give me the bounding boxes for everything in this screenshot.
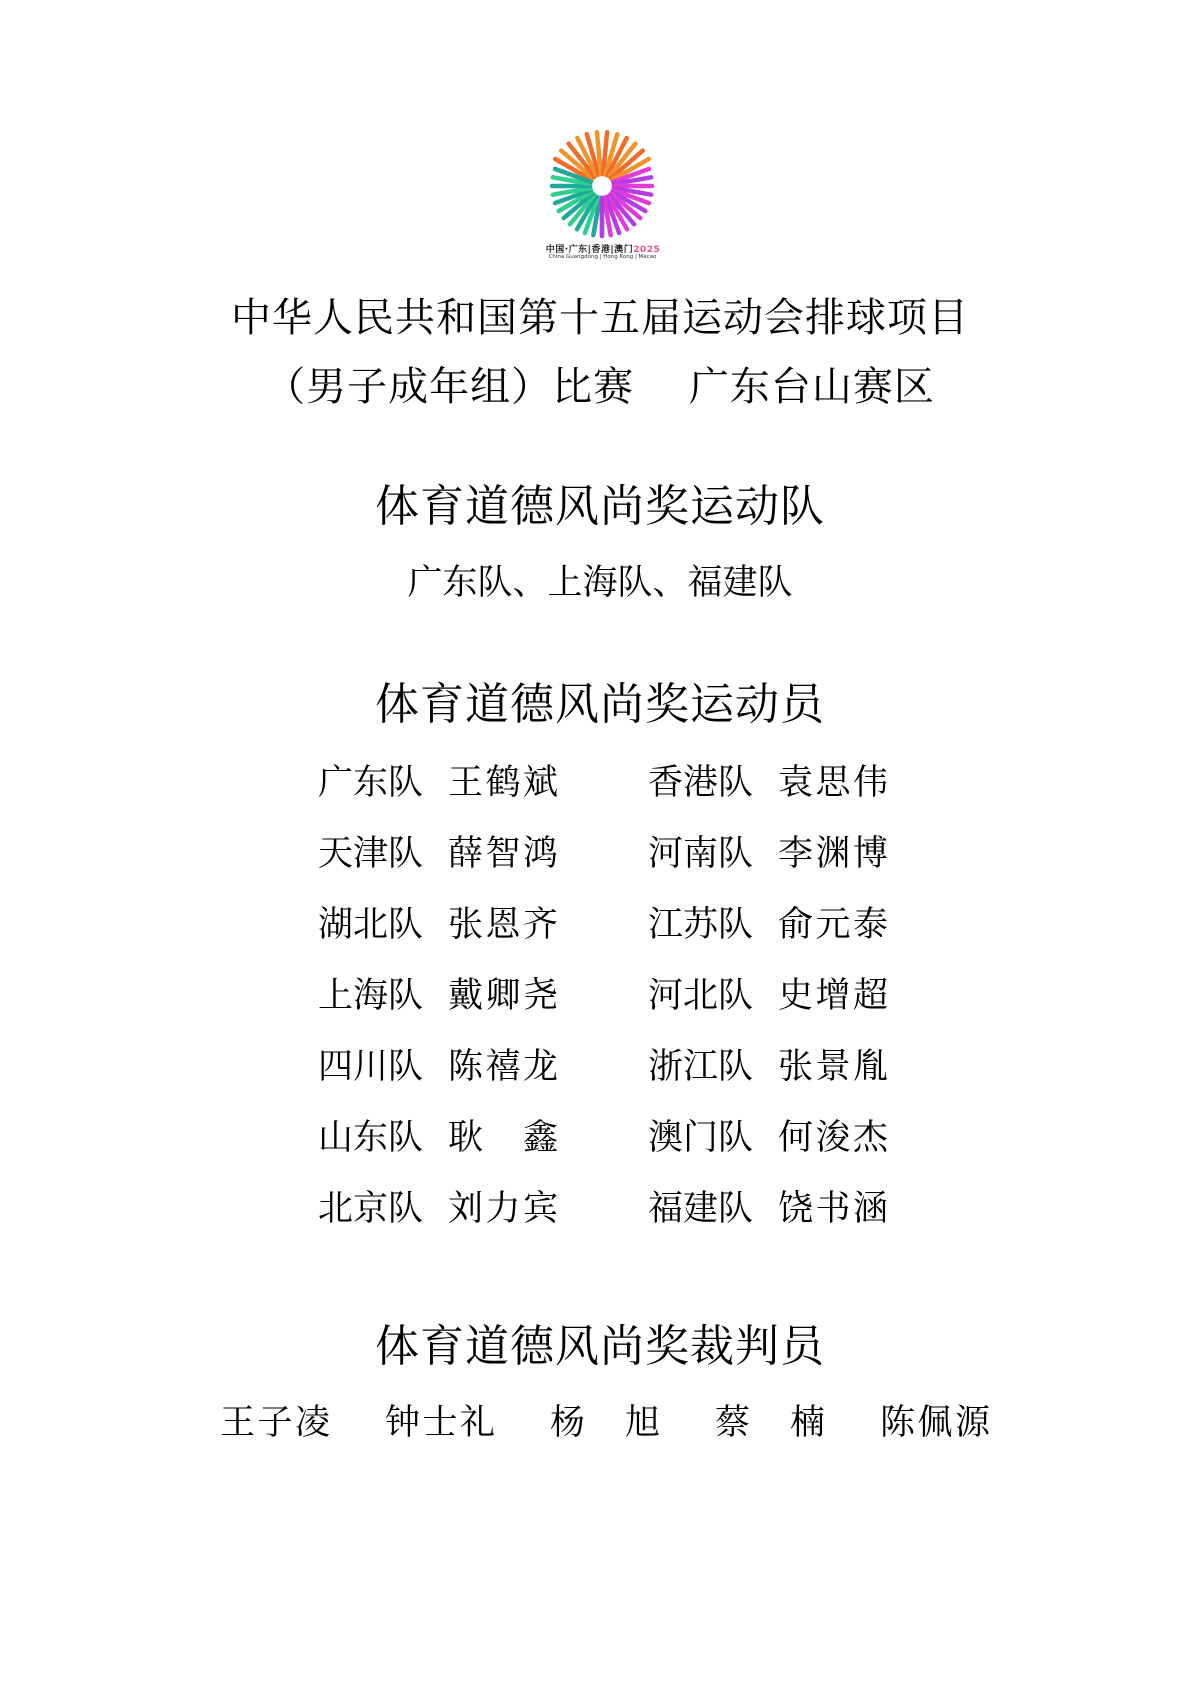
athlete-row — [318, 968, 938, 1039]
athlete-team: 广东队 — [318, 763, 424, 803]
athlete-name: 饶书涵 — [778, 1189, 888, 1229]
athlete-row — [318, 1110, 938, 1181]
document-title-line-2: （男子成年组）比赛 广东台山赛区 — [265, 364, 935, 410]
athlete-team: 上海队 — [318, 976, 424, 1016]
athlete-name: 俞元泰 — [778, 905, 888, 945]
flower-emblem-icon — [540, 120, 665, 240]
teams-award-heading: 体育道德风尚奖运动队 — [375, 481, 825, 532]
athlete-team: 江苏队 — [648, 905, 754, 945]
athlete-team: 香港队 — [648, 763, 754, 803]
document-title-line-1: 中华人民共和国第十五届运动会排球项目 — [231, 295, 969, 341]
athlete-team: 河南队 — [648, 834, 754, 874]
athlete-name: 史增超 — [778, 976, 888, 1016]
athlete-row — [318, 826, 938, 897]
athletes-award-heading: 体育道德风尚奖运动员 — [375, 679, 825, 730]
referee-name: 蔡 楠 — [715, 1403, 825, 1443]
referees-award-heading: 体育道德风尚奖裁判员 — [375, 1321, 825, 1372]
athlete-team: 山东队 — [318, 1118, 424, 1158]
athlete-name: 刘力宾 — [448, 1189, 558, 1229]
athlete-team: 福建队 — [648, 1189, 754, 1229]
logo-caption-text: 中国·广东|香港|澳门 — [545, 245, 634, 255]
athlete-name: 薛智鸿 — [448, 834, 558, 874]
athlete-name: 袁思伟 — [778, 763, 888, 803]
athlete-name: 戴卿尧 — [448, 976, 558, 1016]
athlete-team: 澳门队 — [648, 1118, 754, 1158]
athlete-team: 天津队 — [318, 834, 424, 874]
athlete-name: 耿 鑫 — [448, 1118, 558, 1158]
athlete-team: 河北队 — [648, 976, 754, 1016]
athlete-row — [318, 755, 938, 826]
athlete-name: 王鹤斌 — [448, 763, 558, 803]
athlete-name: 张景胤 — [778, 1047, 888, 1087]
athlete-team: 湖北队 — [318, 905, 424, 945]
awarded-teams-list: 广东队、上海队、福建队 — [407, 563, 793, 603]
referees-list — [220, 1395, 990, 1445]
athlete-row — [318, 1181, 938, 1252]
referee-name: 王子凌 — [220, 1403, 330, 1443]
athlete-row — [318, 897, 938, 968]
athlete-name: 李渊博 — [778, 834, 888, 874]
games-logo — [540, 120, 665, 268]
logo-year: 2025 — [633, 245, 661, 255]
referee-name: 陈佩源 — [880, 1403, 990, 1443]
athlete-name: 何浚杰 — [778, 1118, 888, 1158]
athletes-list — [318, 755, 938, 1252]
referee-name: 钟士礼 — [385, 1403, 495, 1443]
athlete-name: 张恩齐 — [448, 905, 558, 945]
athlete-team: 北京队 — [318, 1189, 424, 1229]
referee-name: 杨 旭 — [550, 1403, 660, 1443]
logo-subcaption: China Guangdong | Hong Kong | Macao — [548, 254, 657, 260]
athlete-team: 浙江队 — [648, 1047, 754, 1087]
athlete-row — [318, 1039, 938, 1110]
athlete-team: 四川队 — [318, 1047, 424, 1087]
athlete-name: 陈禧龙 — [448, 1047, 558, 1087]
